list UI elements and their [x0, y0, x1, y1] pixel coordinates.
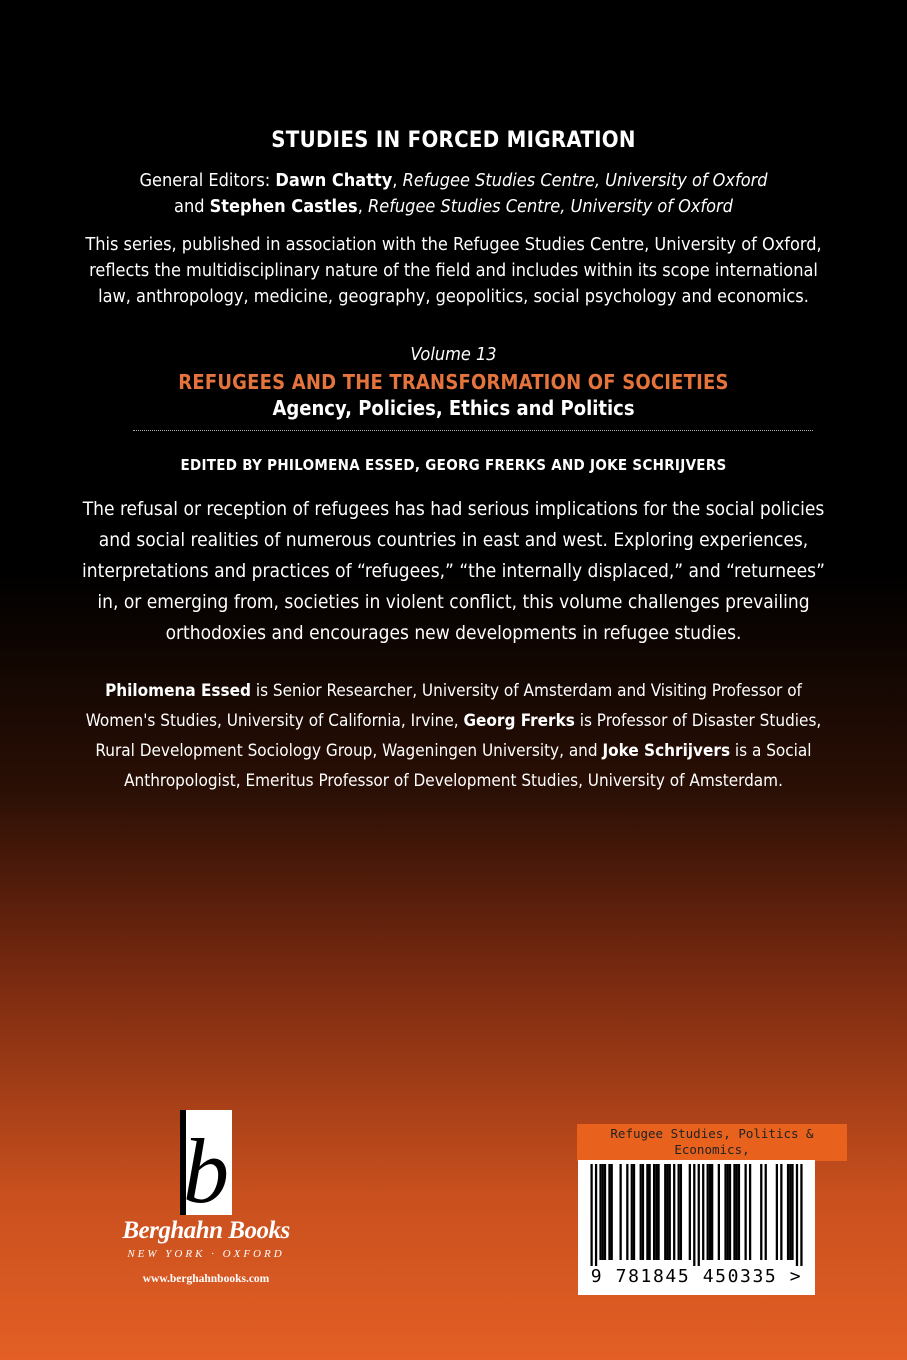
barcode-bar: [608, 1164, 610, 1260]
series-description-line: reflects the multidisciplinary nature of the field and includes within its scope international: [89, 260, 818, 281]
barcode-bar: [680, 1164, 682, 1260]
barcode-bar: [791, 1164, 793, 1260]
divider-rule: [133, 430, 813, 431]
barcode-bar: [633, 1164, 635, 1260]
barcode-bar: [595, 1164, 597, 1266]
editor-name: Stephen Castles: [209, 196, 358, 217]
barcode-bar: [718, 1164, 720, 1260]
author-name: Philomena Essed: [105, 681, 251, 701]
bio-text: is Senior Researcher, University of Amsterdam and Visiting Professor of: [250, 681, 802, 701]
barcode-bar: [657, 1164, 659, 1260]
book-title: REFUGEES AND THE TRANSFORMATION OF SOCIETIES: [178, 370, 729, 394]
editor-affiliation: Refugee Studies Centre, University of Oxford: [367, 196, 733, 217]
publisher-url: www.berghahnbooks.com: [142, 1273, 270, 1285]
barcode-bar: [727, 1164, 729, 1260]
publisher-name: Berghahn Books: [122, 1217, 290, 1244]
barcode-bar: [604, 1164, 606, 1260]
editors-and: and: [174, 196, 210, 217]
barcode-bar: [602, 1164, 604, 1260]
editors-line-2: and Stephen Castles, Refugee Studies Centre, University of Oxford: [174, 196, 733, 217]
editors-line-1: General Editors: Dawn Chatty, Refugee Studies Centre, University of Oxford: [139, 170, 768, 191]
barcode-bar: [669, 1164, 671, 1260]
barcode-bar: [653, 1164, 655, 1260]
barcode-bar: [738, 1164, 740, 1260]
editor-affiliation: Refugee Studies Centre, University of Oxford: [402, 170, 768, 191]
barcode-bar: [800, 1164, 802, 1266]
publisher-logo-icon: [180, 1110, 232, 1215]
bio-text: is a Social: [730, 741, 812, 761]
book-description: [0, 494, 907, 649]
barcode-bar: [611, 1164, 613, 1260]
barcode-bar: [631, 1164, 633, 1260]
barcode-bar: [711, 1164, 713, 1260]
barcode-bar: [698, 1164, 700, 1266]
isbn-number: 9 781845 450335 >: [590, 1266, 803, 1287]
barcode-bar: [749, 1164, 751, 1260]
barcode-bar: [780, 1164, 782, 1260]
editor-name: Dawn Chatty: [275, 170, 393, 191]
series-description-line: This series, published in association with the Refugee Studies Centre, University of Oxford,: [85, 234, 822, 255]
author-name: Joke Schrijvers: [602, 741, 731, 761]
barcode-bar: [724, 1164, 726, 1260]
series-editors: [0, 168, 907, 220]
barcode-bar: [619, 1164, 621, 1260]
isbn-barcode: [578, 1160, 815, 1295]
edited-by: EDITED BY PHILOMENA ESSED, GEORG FRERKS AND JOKE SCHRIJVERS: [180, 456, 727, 474]
barcode-bar: [736, 1164, 738, 1260]
barcode-bar: [640, 1164, 642, 1260]
series-title: STUDIES IN FORCED MIGRATION: [271, 128, 636, 153]
book-subtitle: Agency, Policies, Ethics and Politics: [272, 396, 635, 420]
barcode-bar: [649, 1164, 651, 1260]
barcode-bar: [707, 1164, 709, 1260]
series-description: [0, 232, 907, 310]
description-line: and social realities of numerous countries in east and west. Exploring experiences,: [98, 529, 809, 551]
bio-line: [0, 736, 907, 766]
subject-categories: [577, 1124, 847, 1161]
barcode-bar: [666, 1164, 668, 1260]
bio-text: Rural Development Sociology Group, Wageningen University, and: [95, 741, 603, 761]
subject-line: Refugee Studies, Politics & Economics,: [610, 1126, 814, 1157]
publisher-cities: NEW YORK · OXFORD: [127, 1248, 285, 1260]
bio-line: [0, 676, 907, 706]
barcode-bar: [702, 1164, 704, 1260]
barcode-bar: [642, 1164, 644, 1260]
barcode-bar: [765, 1164, 767, 1260]
description-line: interpretations and practices of “refugees,” “the internally displaced,” and “returnees”: [82, 560, 825, 582]
bio-line: [0, 706, 907, 736]
barcode-bar: [590, 1164, 592, 1266]
barcode-bar: [693, 1164, 695, 1266]
barcode-bar: [646, 1164, 648, 1260]
barcode-bar: [789, 1164, 791, 1260]
barcode-bar: [599, 1164, 601, 1260]
barcode-bar: [655, 1164, 657, 1260]
barcode-bar: [787, 1164, 789, 1260]
bio-text: is Professor of Disaster Studies,: [574, 711, 822, 731]
barcode-bar: [760, 1164, 762, 1260]
barcode-bar: [796, 1164, 798, 1266]
barcode-bar: [626, 1164, 628, 1260]
barcode-bars: [586, 1164, 807, 1266]
author-bios: [0, 676, 907, 796]
description-line: in, or emerging from, societies in violent conflict, this volume challenges prevailing: [97, 591, 810, 613]
logo-letter: b: [183, 1120, 229, 1215]
barcode-bar: [709, 1164, 711, 1260]
barcode-bar: [776, 1164, 778, 1260]
barcode-bar: [678, 1164, 680, 1260]
volume-number: Volume 13: [410, 344, 497, 365]
barcode-bar: [664, 1164, 666, 1260]
barcode-bar: [689, 1164, 691, 1260]
barcode-bar: [673, 1164, 675, 1260]
barcode-bar: [729, 1164, 731, 1260]
barcode-bar: [744, 1164, 746, 1260]
series-description-line: law, anthropology, medicine, geography, geopolitics, social psychology and economics.: [98, 286, 809, 307]
description-line: orthodoxies and encourages new developments in refugee studies.: [165, 622, 742, 644]
description-line: The refusal or reception of refugees has had serious implications for the social policies: [82, 498, 825, 520]
author-name: Georg Frerks: [463, 711, 575, 731]
barcode-bar: [733, 1164, 735, 1260]
bio-text: Women's Studies, University of California, Irvine,: [85, 711, 464, 731]
editors-prefix: General Editors:: [139, 170, 276, 191]
bio-line: Anthropologist, Emeritus Professor of Development Studies, University of Amsterdam.: [124, 771, 783, 791]
